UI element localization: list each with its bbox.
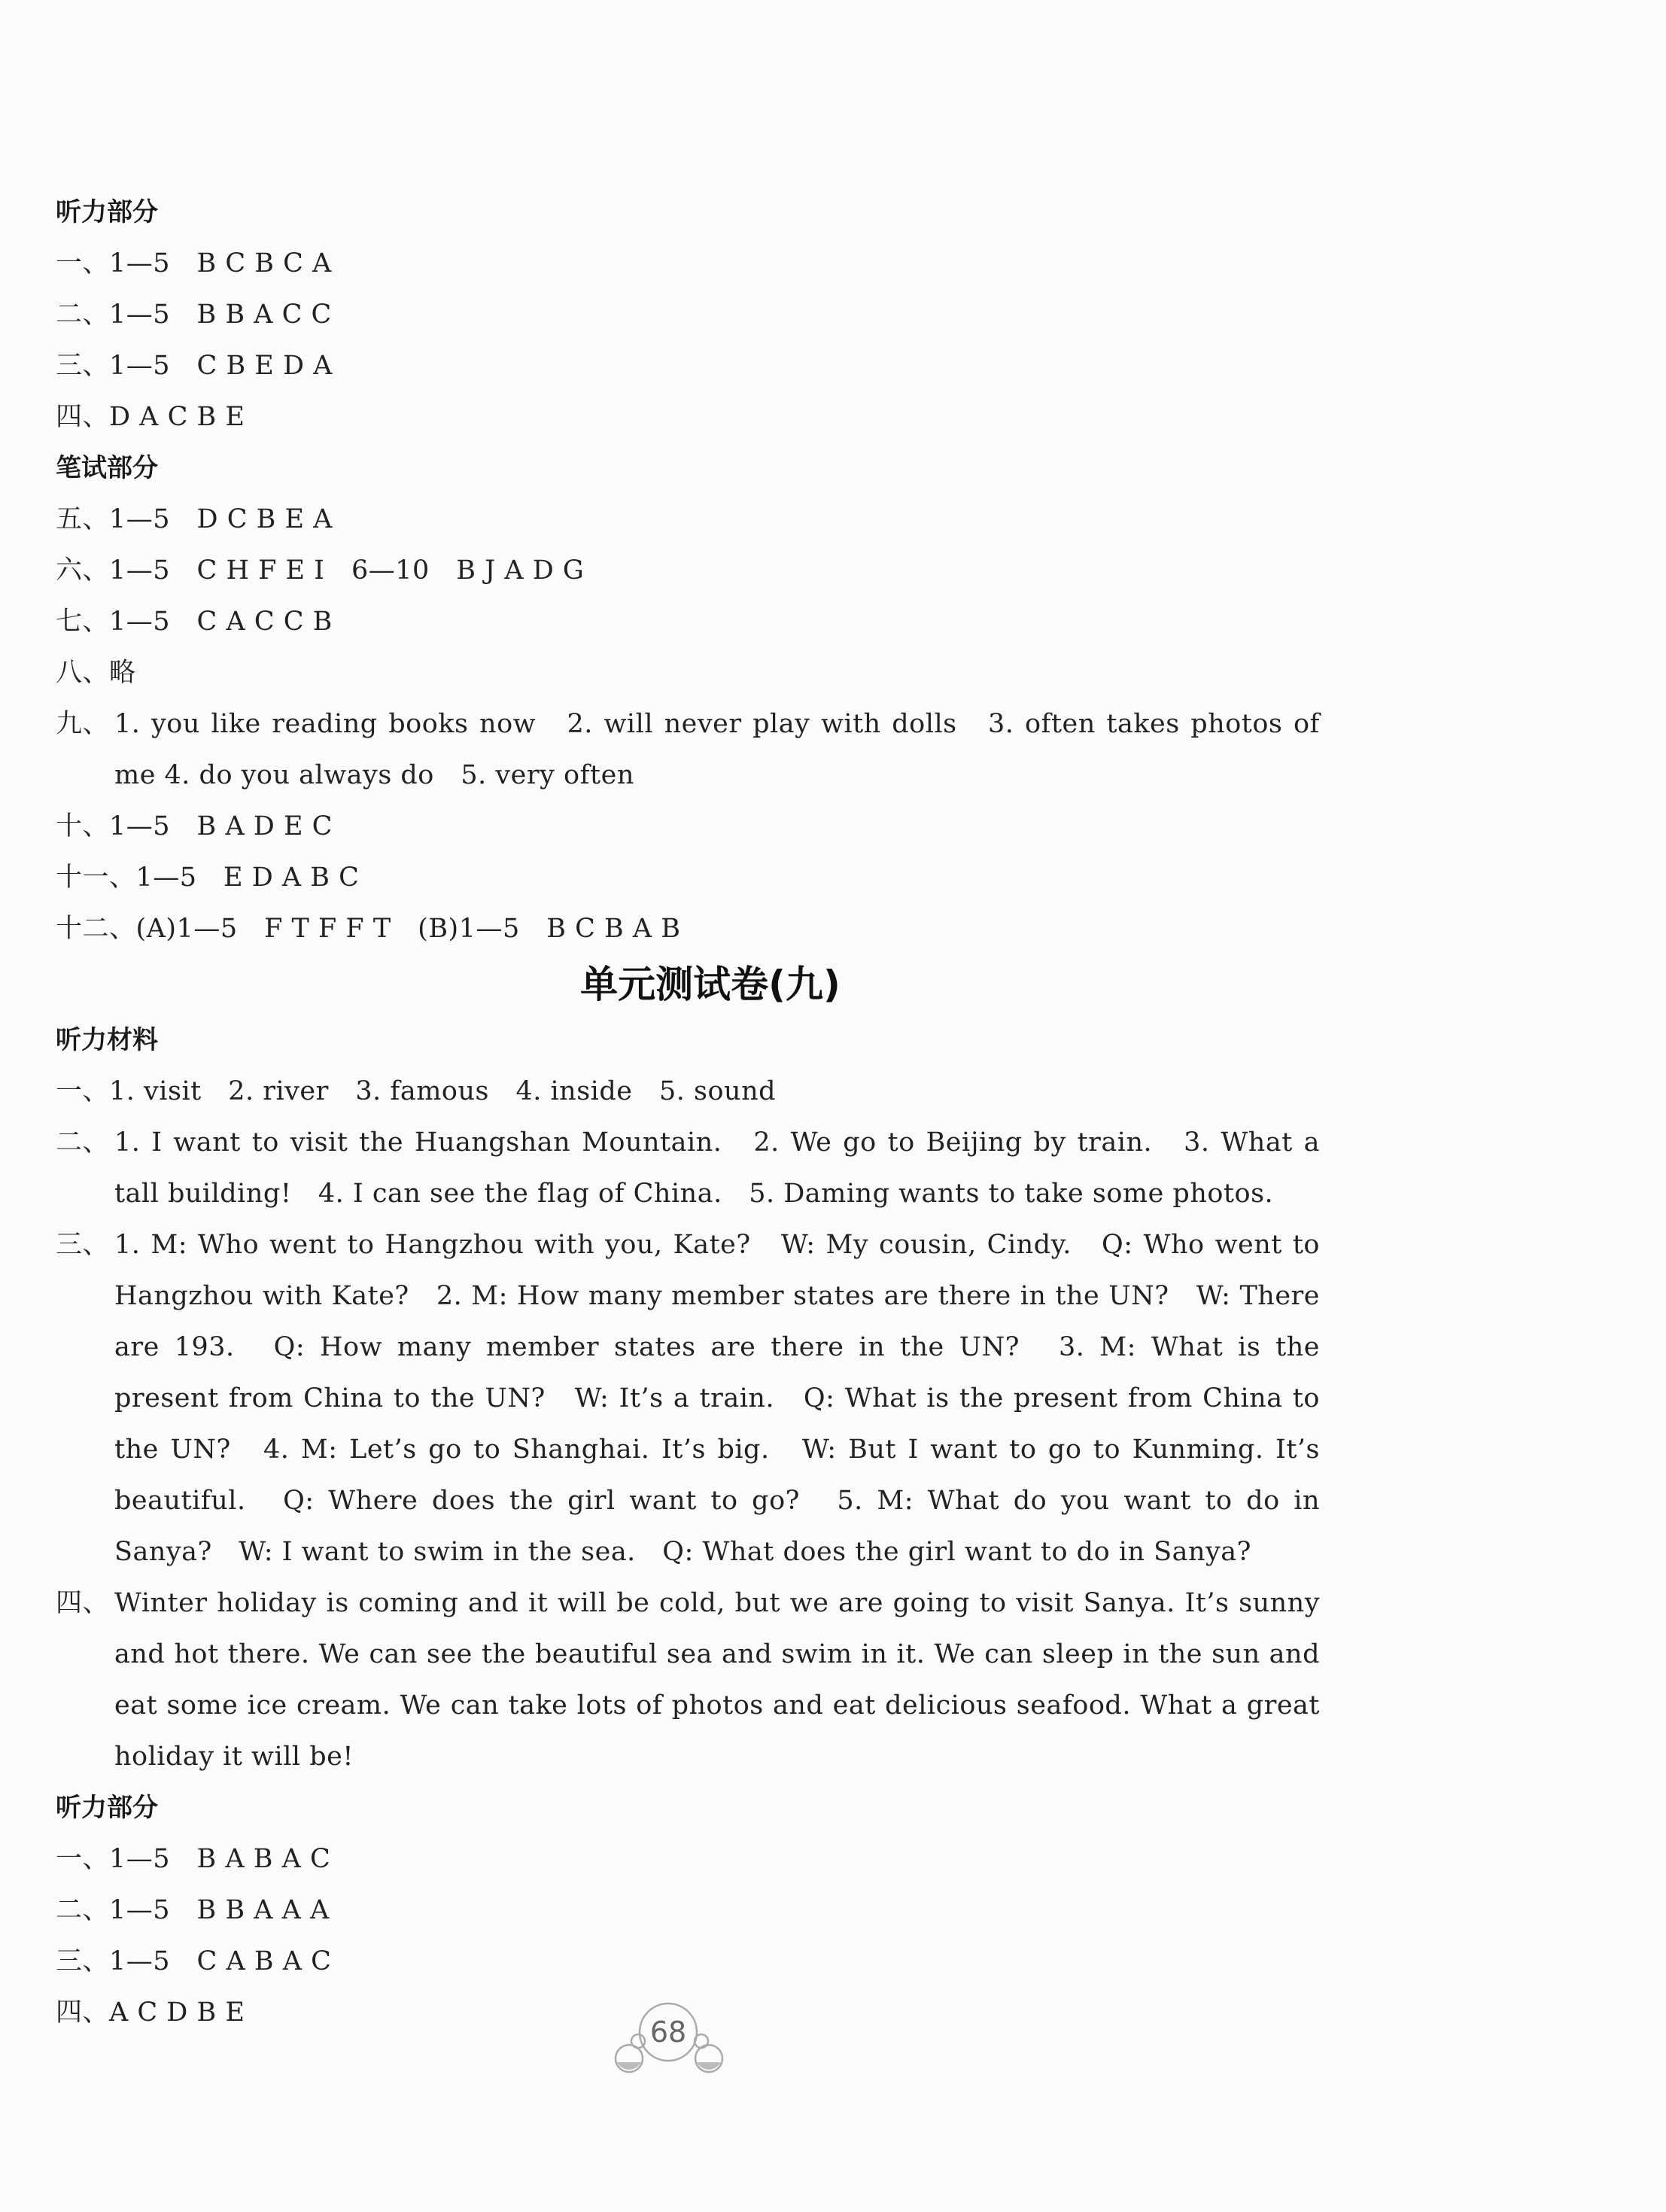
question-number: 二、: [56, 1127, 110, 1158]
answer-line: 二、1—5 B B A A A: [56, 1895, 330, 1925]
question-number: 九、: [56, 709, 110, 739]
question-number: 四、: [56, 1588, 110, 1618]
answer-line: 十、1—5 B A D E C: [56, 811, 333, 841]
transcript-paragraph: [56, 1117, 1320, 1219]
section-heading: 听力材料: [56, 1025, 158, 1055]
answer-line: 五、1—5 D C B E A: [56, 504, 333, 534]
unit-test-title: 单元测试卷(九): [580, 963, 841, 1006]
answer-line: 四、A C D B E: [56, 1997, 245, 2028]
answer-paragraph: [56, 698, 1320, 801]
answer-text: 1. you like reading books now 2. will never play with dolls 3. often takes photos of me 4. do you always do 5. very often: [114, 709, 1320, 790]
transcript-text: 1. M: Who went to Hangzhou with you, Kate? W: My cousin, Cindy. Q: Who went to Hangzhou with Kate? 2. M: How many member states are there in the UN? W: There are 193. Q: How many member states are there in the UN? 3. M: What is the present from China to the UN? W: It’s a train. Q: What is the present from China to the UN? 4. M: Let’s go to Shanghai. It’s big. W: But I want to go to Kunming. It’s beautiful. Q: Where does the girl want to go? 5. M: What do you want to do in Sanya? W: I want to swim in the sea. Q: What does the girl want to do in Sanya?: [114, 1230, 1320, 1567]
section-heading: 听力部分: [56, 197, 158, 227]
answer-line: 七、1—5 C A C C B: [56, 607, 333, 637]
transcript-paragraph: [56, 1578, 1320, 1782]
answer-line: 十二、(A)1—5 F T F F T (B)1—5 B C B A B: [56, 914, 681, 944]
answer-line: 二、1—5 B B A C C: [56, 300, 332, 330]
answer-line: 六、1—5 C H F E I 6—10 B J A D G: [56, 555, 585, 586]
transcript-text: 1. I want to visit the Huangshan Mountain. 2. We go to Beijing by train. 3. What a tall building! 4. I can see the flag of China. 5. Daming wants to take some photos.: [114, 1127, 1320, 1209]
answer-line: 一、1—5 B A B A C: [56, 1844, 331, 1874]
page-number-badge: [608, 1994, 728, 2085]
transcript-paragraph: [56, 1219, 1320, 1578]
answer-line: 一、1. visit 2. river 3. famous 4. inside 5. sound: [56, 1076, 777, 1106]
page-content: [56, 187, 1320, 2038]
page-number: 68: [649, 2016, 687, 2049]
answer-line: 八、略: [56, 658, 136, 688]
section-heading: 笔试部分: [56, 453, 158, 483]
question-number: 三、: [56, 1230, 110, 1260]
answer-line: 一、1—5 B C B C A: [56, 248, 332, 278]
answer-line: 十一、1—5 E D A B C: [56, 863, 360, 893]
transcript-text: Winter holiday is coming and it will be cold, but we are going to visit Sanya. It’s sunny and hot there. We can see the beautiful sea and swim in it. We can sleep in the sun and eat some ice cream. We can take lots of photos and eat delicious seafood. What a great holiday it will be!: [114, 1588, 1320, 1772]
answer-line: 三、1—5 C B E D A: [56, 351, 333, 381]
section-heading: 听力部分: [56, 1793, 158, 1823]
answer-line: 四、D A C B E: [56, 402, 245, 432]
answer-line: 三、1—5 C A B A C: [56, 1946, 332, 1976]
